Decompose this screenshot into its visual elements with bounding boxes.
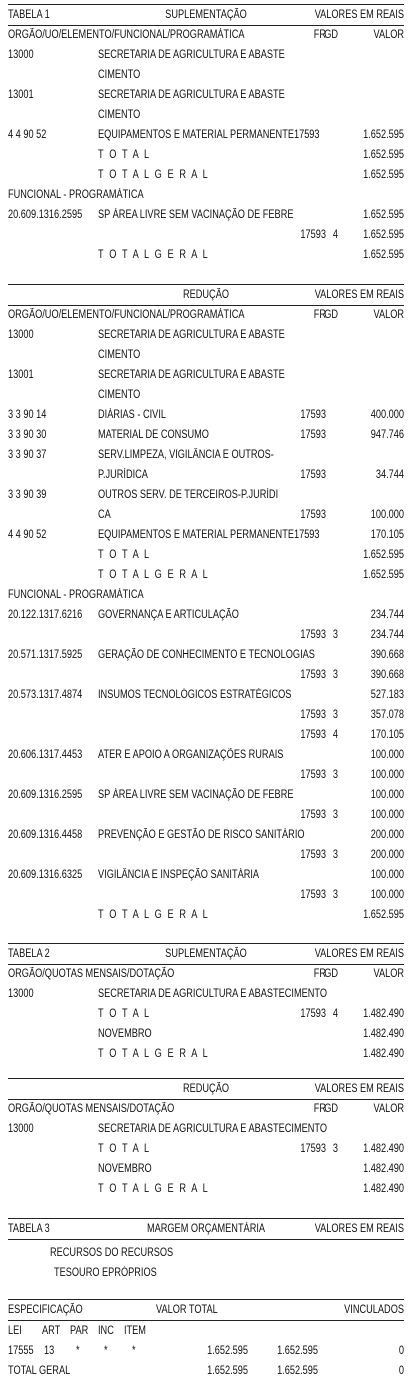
row-gd: 3 xyxy=(332,889,338,901)
recursos-line-2 xyxy=(8,1263,404,1283)
table-row xyxy=(8,765,404,785)
row-valor: 170.105 xyxy=(370,529,404,541)
column-fr: FR xyxy=(313,968,326,980)
table-row xyxy=(8,845,404,865)
column-fr: FR xyxy=(313,29,326,41)
row-valor: 1.482.490 xyxy=(363,1163,404,1175)
column-gd: GD xyxy=(324,29,338,41)
row-gd: 3 xyxy=(332,769,338,781)
row-code: 20.573.1317.4874 xyxy=(8,689,83,701)
row-valor: 234.744 xyxy=(370,609,404,621)
row-valor: 1.652.595 xyxy=(363,149,404,161)
row-description: T O T A L G E R A L xyxy=(98,249,210,261)
column-fr: FR xyxy=(313,309,326,321)
row-code: 3 3 90 14 xyxy=(8,409,47,421)
table-row xyxy=(8,345,404,365)
row-valor: 1.482.490 xyxy=(363,1183,404,1195)
table-row xyxy=(8,565,404,585)
data-row xyxy=(8,1341,404,1361)
table-label: TABELA 1 xyxy=(8,9,50,21)
table-row xyxy=(8,225,404,245)
table-row xyxy=(8,645,404,665)
row-description: SECRETARIA DE AGRICULTURA E ABASTECIMENTO xyxy=(98,1123,328,1135)
row-gd: 3 xyxy=(332,629,338,641)
row-description: CIMENTO xyxy=(98,109,141,121)
row-fr: 17593 xyxy=(300,429,326,441)
row-description: PREVENÇÃO E GESTÃO DE RISCO SANITÁRIO xyxy=(98,829,305,841)
row-valor: 100.000 xyxy=(370,509,404,521)
row-description: T O T A L G E R A L xyxy=(98,169,210,181)
row-valor: 1.652.595 xyxy=(363,569,404,581)
row-description: CIMENTO xyxy=(98,389,141,401)
table-header-row xyxy=(8,1079,404,1099)
column-valor-total: VALOR TOTAL xyxy=(156,1304,218,1316)
table-row xyxy=(8,145,404,165)
row-description: SECRETARIA DE AGRICULTURA E ABASTECIMENTO xyxy=(98,988,328,1000)
column-valor: VALOR xyxy=(373,309,404,321)
row-fr: 17593 xyxy=(300,469,326,481)
row-valor: 400.000 xyxy=(370,409,404,421)
table-header-row xyxy=(8,5,404,25)
row-description: CIMENTO xyxy=(98,69,141,81)
recursos-line-1 xyxy=(8,1243,404,1263)
row-valor: 1.652.595 xyxy=(363,249,404,261)
row-code: 3 3 90 30 xyxy=(8,429,47,441)
row-valor: 1.482.490 xyxy=(363,1143,404,1155)
row-inc: * xyxy=(104,1345,108,1357)
row-fr: 17593 xyxy=(300,509,326,521)
sub-header-row xyxy=(8,1321,404,1341)
row-valor: 1.482.490 xyxy=(363,1048,404,1060)
section-title: REDUÇÃO xyxy=(182,289,229,301)
column-description: ORGÃO/UO/ELEMENTO/FUNCIONAL/PROGRAMÁTICA xyxy=(8,309,245,321)
table-row xyxy=(8,865,404,885)
row-valor: 100.000 xyxy=(370,749,404,761)
row-fr: 17593 xyxy=(300,709,326,721)
table-row xyxy=(8,45,404,65)
table-row xyxy=(8,1119,404,1139)
table-row xyxy=(8,485,404,505)
column-header-row xyxy=(8,964,404,984)
row-valor: 100.000 xyxy=(370,869,404,881)
row-fr: 17593 xyxy=(300,849,326,861)
table-row xyxy=(8,545,404,565)
values-unit-label: VALORES EM REAIS xyxy=(314,9,404,21)
row-description: SP ÁREA LIVRE SEM VACINAÇÃO DE FEBRE xyxy=(98,209,294,221)
row-description: EQUIPAMENTOS E MATERIAL PERMANENTE17593 xyxy=(98,529,320,541)
column-valor: VALOR xyxy=(373,29,404,41)
column-item: ITEM xyxy=(124,1325,146,1337)
row-valor: 100.000 xyxy=(370,769,404,781)
values-unit-label: VALORES EM REAIS xyxy=(314,1223,404,1235)
column-especificacao: ESPECIFICAÇÃO xyxy=(8,1304,83,1316)
table-row xyxy=(8,65,404,85)
row-fr: 17593 xyxy=(300,1008,326,1020)
row-code: 20.609.1316.4458 xyxy=(8,829,83,841)
row-valor: 1.652.595 xyxy=(363,549,404,561)
table-row xyxy=(8,685,404,705)
row-valor: 390.668 xyxy=(370,649,404,661)
row-valor: 527.183 xyxy=(370,689,404,701)
table-row xyxy=(8,245,404,265)
table-row xyxy=(8,805,404,825)
row-gd: 4 xyxy=(332,729,338,741)
row-description: SECRETARIA DE AGRICULTURA E ABASTE xyxy=(98,329,285,341)
column-header-row xyxy=(8,1099,404,1119)
table-row xyxy=(8,825,404,845)
row-code: 3 3 90 37 xyxy=(8,449,47,461)
row-valor: 100.000 xyxy=(370,889,404,901)
table-label: TABELA 3 xyxy=(8,1223,50,1235)
column-vinculados: VINCULADOS xyxy=(344,1304,404,1316)
row-description: T O T A L G E R A L xyxy=(98,909,210,921)
row-vinculados: 0 xyxy=(398,1345,404,1357)
row-art: 13 xyxy=(44,1345,55,1357)
row-code: 13001 xyxy=(8,89,34,101)
row-valor: 1.652.595 xyxy=(363,909,404,921)
row-code: 3 3 90 39 xyxy=(8,489,47,501)
column-fr: FR xyxy=(313,1103,326,1115)
table-row xyxy=(8,505,404,525)
header-rule xyxy=(8,1239,404,1240)
row-code: FUNCIONAL - PROGRAMÁTICA xyxy=(8,589,144,601)
row-code: 4 4 90 52 xyxy=(8,529,47,541)
row-par: * xyxy=(76,1345,80,1357)
table-row xyxy=(8,905,404,925)
table-row xyxy=(8,325,404,345)
total-vinculados: 0 xyxy=(398,1365,404,1377)
column-lei: LEI xyxy=(8,1325,22,1337)
row-fr: 17593 xyxy=(300,809,326,821)
row-code: 4 4 90 52 xyxy=(8,129,47,141)
table-row xyxy=(8,984,404,1004)
total-row xyxy=(8,1361,404,1381)
recursos-text: TESOURO EPRÓPRIOS xyxy=(54,1267,157,1279)
row-valor: 1.652.595 xyxy=(363,129,404,141)
table-row xyxy=(8,1139,404,1159)
row-fr: 17593 xyxy=(300,229,326,241)
row-gd: 3 xyxy=(332,1143,338,1155)
row-fr: 17593 xyxy=(300,409,326,421)
column-description: ORGÃO/QUOTAS MENSAIS/DOTAÇÃO xyxy=(8,1103,175,1115)
row-valor: 34.744 xyxy=(375,469,404,481)
row-valor: 357.078 xyxy=(370,709,404,721)
row-description: SERV.LIMPEZA, VIGILÂNCIA E OUTROS- xyxy=(98,449,274,461)
row-valor: 100.000 xyxy=(370,789,404,801)
column-inc: INC xyxy=(98,1325,114,1337)
row-description: CIMENTO xyxy=(98,349,141,361)
table-row xyxy=(8,585,404,605)
row-tesouro: 1.652.595 xyxy=(207,1345,248,1357)
row-description: T O T A L G E R A L xyxy=(98,1048,210,1060)
row-description: SECRETARIA DE AGRICULTURA E ABASTE xyxy=(98,89,285,101)
row-description: EQUIPAMENTOS E MATERIAL PERMANENTE17593 xyxy=(98,129,320,141)
table-row xyxy=(8,705,404,725)
row-description: T O T A L xyxy=(98,149,151,161)
table-header-row xyxy=(8,944,404,964)
row-description: T O T A L xyxy=(98,549,151,561)
table-row xyxy=(8,525,404,545)
row-valor: 1.482.490 xyxy=(363,1008,404,1020)
row-description: SECRETARIA DE AGRICULTURA E ABASTE xyxy=(98,369,285,381)
row-code: 13000 xyxy=(8,1123,34,1135)
row-description: NOVEMBRO xyxy=(98,1163,152,1175)
table-row xyxy=(8,1159,404,1179)
table-row xyxy=(8,105,404,125)
row-lei: 17555 xyxy=(8,1345,34,1357)
row-description: ATER E APOIO A ORGANIZAÇÕES RURAIS xyxy=(98,749,284,761)
total-label: TOTAL GERAL xyxy=(8,1365,71,1377)
table-row xyxy=(8,665,404,685)
table-row xyxy=(8,165,404,185)
column-header-row xyxy=(8,305,404,325)
table-row xyxy=(8,885,404,905)
row-code: 13000 xyxy=(8,49,34,61)
row-gd: 3 xyxy=(332,709,338,721)
table-row xyxy=(8,405,404,425)
row-description: SECRETARIA DE AGRICULTURA E ABASTE xyxy=(98,49,285,61)
row-gd: 4 xyxy=(332,1008,338,1020)
total-tesouro: 1.652.595 xyxy=(207,1365,248,1377)
row-description: GERAÇÃO DE CONHECIMENTO E TECNOLOGIAS xyxy=(98,649,315,661)
row-valor: 947.746 xyxy=(370,429,404,441)
column-gd: GD xyxy=(324,968,338,980)
row-gd: 3 xyxy=(332,669,338,681)
column-valor: VALOR xyxy=(373,968,404,980)
table-row xyxy=(8,385,404,405)
row-description: INSUMOS TECNOLÓGICOS ESTRATÉGICOS xyxy=(98,689,292,701)
column-header-row xyxy=(8,25,404,45)
row-valor: 100.000 xyxy=(370,809,404,821)
row-valor: 200.000 xyxy=(370,849,404,861)
table-row xyxy=(8,625,404,645)
table-row xyxy=(8,1179,404,1199)
column-art: ART xyxy=(42,1325,61,1337)
column-description: ORGÃO/QUOTAS MENSAIS/DOTAÇÃO xyxy=(8,968,175,980)
row-description: T O T A L xyxy=(98,1008,151,1020)
section-title: SUPLEMENTAÇÃO xyxy=(165,9,247,21)
table-row xyxy=(8,445,404,465)
table-row xyxy=(8,1024,404,1044)
row-valor: 1.652.595 xyxy=(363,229,404,241)
total-proprios: 1.652.595 xyxy=(277,1365,318,1377)
row-description: GOVERNANÇA E ARTICULAÇÃO xyxy=(98,609,239,621)
row-description: SP ÁREA LIVRE SEM VACINAÇÃO DE FEBRE xyxy=(98,789,294,801)
row-gd: 4 xyxy=(332,229,338,241)
row-code: 20.609.1316.2595 xyxy=(8,789,83,801)
row-item: * xyxy=(132,1345,136,1357)
row-description: CA xyxy=(98,509,111,521)
row-valor: 1.482.490 xyxy=(363,1028,404,1040)
row-description: MATERIAL DE CONSUMO xyxy=(98,429,209,441)
table-label: TABELA 2 xyxy=(8,948,50,960)
row-fr: 17593 xyxy=(300,889,326,901)
row-fr: 17593 xyxy=(300,1143,326,1155)
values-unit-label: VALORES EM REAIS xyxy=(314,1083,404,1095)
section-title: SUPLEMENTAÇÃO xyxy=(165,948,247,960)
table-row xyxy=(8,85,404,105)
table-row xyxy=(8,1044,404,1064)
row-valor: 1.652.595 xyxy=(363,209,404,221)
row-code: 20.609.1316.2595 xyxy=(8,209,83,221)
row-description: T O T A L G E R A L xyxy=(98,1183,210,1195)
row-fr: 17593 xyxy=(300,629,326,641)
column-gd: GD xyxy=(324,309,338,321)
row-valor: 170.105 xyxy=(370,729,404,741)
table-row xyxy=(8,365,404,385)
row-valor: 200.000 xyxy=(370,829,404,841)
table-row xyxy=(8,205,404,225)
values-unit-label: VALORES EM REAIS xyxy=(314,948,404,960)
table-row xyxy=(8,1004,404,1024)
column-valor: VALOR xyxy=(373,1103,404,1115)
row-fr: 17593 xyxy=(300,729,326,741)
row-description: VIGILÂNCIA E INSPEÇÃO SANITÁRIA xyxy=(98,869,260,881)
table-row xyxy=(8,785,404,805)
row-code: 20.609.1316.6325 xyxy=(8,869,83,881)
table-row xyxy=(8,425,404,445)
row-description: T O T A L xyxy=(98,1143,151,1155)
row-valor: 1.652.595 xyxy=(363,169,404,181)
row-description: NOVEMBRO xyxy=(98,1028,152,1040)
row-fr: 17593 xyxy=(300,769,326,781)
table-header-row xyxy=(8,285,404,305)
column-description: ORGÃO/UO/ELEMENTO/FUNCIONAL/PROGRAMÁTICA xyxy=(8,29,245,41)
section-title: MARGEM ORÇAMENTÁRIA xyxy=(146,1223,266,1235)
table-row xyxy=(8,605,404,625)
row-description: OUTROS SERV. DE TERCEIROS-P.JURÍDI xyxy=(98,489,279,501)
row-description: T O T A L G E R A L xyxy=(98,569,210,581)
table-row xyxy=(8,465,404,485)
row-code: 13000 xyxy=(8,329,34,341)
row-proprios: 1.652.595 xyxy=(277,1345,318,1357)
row-code: 20.122.1317.6216 xyxy=(8,609,83,621)
row-code: 20.571.1317.5925 xyxy=(8,649,83,661)
spec-header-row xyxy=(8,1300,404,1320)
row-valor: 234.744 xyxy=(370,629,404,641)
column-par: PAR xyxy=(70,1325,89,1337)
row-gd: 3 xyxy=(332,809,338,821)
row-gd: 3 xyxy=(332,849,338,861)
table-row xyxy=(8,185,404,205)
section-title: REDUÇÃO xyxy=(182,1083,229,1095)
table-header-row xyxy=(8,1219,404,1239)
row-description: DIÁRIAS - CIVIL xyxy=(98,409,166,421)
row-code: 13001 xyxy=(8,369,34,381)
table-row xyxy=(8,725,404,745)
row-code: FUNCIONAL - PROGRAMÁTICA xyxy=(8,189,144,201)
column-gd: GD xyxy=(324,1103,338,1115)
row-fr: 17593 xyxy=(300,669,326,681)
recursos-text: RECURSOS DO RECURSOS xyxy=(50,1247,174,1259)
table-row xyxy=(8,745,404,765)
row-description: P.JURÍDICA xyxy=(98,469,148,481)
row-code: 13000 xyxy=(8,988,34,1000)
row-valor: 390.668 xyxy=(370,669,404,681)
values-unit-label: VALORES EM REAIS xyxy=(314,289,404,301)
table-row xyxy=(8,125,404,145)
row-code: 20.606.1317.4453 xyxy=(8,749,83,761)
